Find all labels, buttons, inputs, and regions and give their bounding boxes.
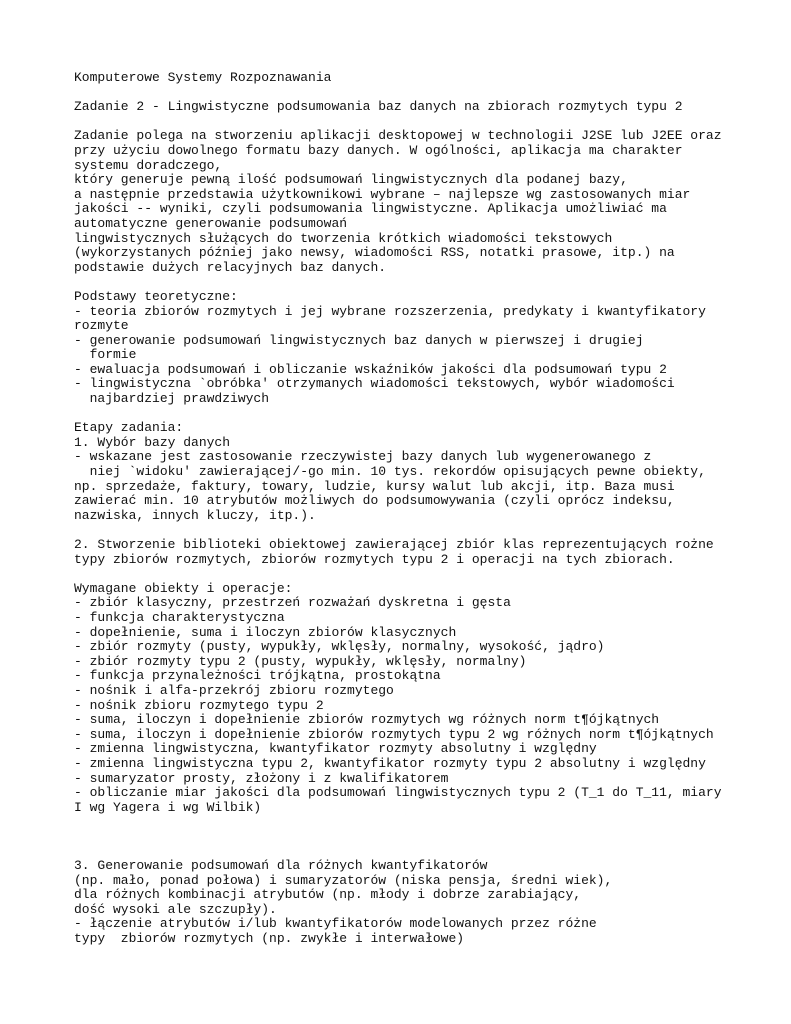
text-line: automatyczne generowanie podsumowań: [74, 215, 348, 231]
text-line: - dopełnienie, suma i iloczyn zbiorów klasycznych: [74, 624, 457, 640]
text-line: - zbiór rozmyty (pusty, wypukły, wklęsły, normalny, wysokość, jądro): [74, 639, 605, 655]
text-line: a następnie przedstawia użytkownikowi wybrane – najlepsze wg zastosowanych miar: [74, 186, 691, 202]
text-line: - łączenie atrybutów i/lub kwantyfikatorów modelowanych przez różne: [74, 916, 597, 932]
text-line: dość wysoki ale szczupły).: [74, 901, 277, 917]
text-line: Podstawy teoretyczne:: [74, 288, 238, 304]
text-line: - wskazane jest zastosowanie rzeczywistej bazy danych lub wygenerowanego z: [74, 449, 652, 465]
blank-line: [74, 815, 774, 830]
text-line: 1. Wybór bazy danych: [74, 434, 231, 450]
blank-line: [74, 523, 774, 538]
text-line: zawierać min. 10 atrybutów możliwych do podsumowywania (czyli oprócz indeksu,: [74, 493, 675, 509]
text-line: - zmienna lingwistyczna, kwantyfikator rozmyty absolutny i względny: [74, 741, 597, 757]
blank-line: [74, 844, 774, 859]
text-line: - ewaluacja podsumowań i obliczanie wskaźników jakości dla podsumowań typu 2: [74, 361, 667, 377]
text-line: - zmienna lingwistyczna typu 2, kwantyfikator rozmyty typu 2 absolutny i względny: [74, 755, 706, 771]
text-line: typy zbiorów rozmytych (np. zwykłe i interwałowe): [74, 931, 465, 947]
text-line: - teoria zbiorów rozmytych i jej wybrane rozszerzenia, predykaty i kwantyfikatory: [74, 303, 706, 319]
text-line: jakości -- wyniki, czyli podsumowania lingwistyczne. Aplikacja umożliwiać ma: [74, 201, 667, 217]
text-line: - zbiór klasyczny, przestrzeń rozważań dyskretna i gęsta: [74, 595, 511, 611]
text-line: Zadanie polega na stworzeniu aplikacji desktopowej w technologii J2SE lub J2EE oraz: [74, 128, 722, 144]
text-line: lingwistycznych służących do tworzenia krótkich wiadomości tekstowych: [74, 230, 613, 246]
text-line: typy zbiorów rozmytych, zbiorów rozmytych typu 2 i operacji na tych zbiorach.: [74, 551, 675, 567]
text-line: 2. Stworzenie biblioteki obiektowej zawierającej zbiór klas reprezentujących rożne: [74, 537, 714, 552]
text-line: najbardziej prawdziwych: [74, 391, 270, 407]
text-line: systemu doradczego,: [74, 157, 223, 173]
text-line: - suma, iloczyn i dopełnienie zbiorów rozmytych wg różnych norm t¶ójkątnych: [74, 712, 660, 728]
text-line: - suma, iloczyn i dopełnienie zbiorów rozmytych typu 2 wg różnych norm t¶ójkątnych: [74, 726, 714, 742]
blank-line: [74, 830, 774, 845]
text-line: podstawie dużych relacyjnych baz danych.: [74, 259, 387, 275]
text-line: (np. mało, ponad połowa) i sumaryzatorów (niska pensja, średni wiek),: [74, 872, 613, 888]
text-line: - nośnik zbioru rozmytego typu 2: [74, 697, 324, 713]
text-line: - lingwistyczna `obróbka' otrzymanych wiadomości tekstowych, wybór wiadomości: [74, 376, 675, 392]
text-line: Etapy zadania:: [74, 420, 184, 436]
text-line: - funkcja przynależności trójkątna, prostokątna: [74, 668, 441, 684]
text-line: I wg Yagera i wg Wilbik): [74, 799, 262, 815]
text-line: - funkcja charakterystyczna: [74, 609, 285, 625]
document-title: Komputerowe Systemy Rozpoznawania: [74, 70, 332, 85]
blank-line: [74, 567, 774, 582]
text-line: - generowanie podsumowań lingwistycznych baz danych w pierwszej i drugiej: [74, 332, 644, 348]
document-page: [74, 71, 774, 947]
blank-line: [74, 115, 774, 130]
text-line: - sumaryzator prosty, złożony i z kwalifikatorem: [74, 770, 449, 786]
blank-line: [74, 407, 774, 422]
text-line: niej `widoku' zawierającej/-go min. 10 tys. rekordów opisujących pewne obiekty,: [74, 464, 706, 480]
text-line: Wymagane obiekty i operacje:: [74, 580, 293, 596]
text-line: 3. Generowanie podsumowań dla różnych kwantyfikatorów: [74, 858, 488, 874]
text-line: - obliczanie miar jakości dla podsumowań lingwistycznych typu 2 (T_1 do T_11, miary: [74, 785, 722, 801]
text-line: (wykorzystanych później jako newsy, wiadomości RSS, notatki prasowe, itp.) na: [74, 245, 675, 261]
text-line: - zbiór rozmyty typu 2 (pusty, wypukły, wklęsły, normalny): [74, 653, 527, 669]
text-line: rozmyte: [74, 318, 129, 334]
text-line: - nośnik i alfa-przekrój zbioru rozmytego: [74, 682, 394, 698]
blank-line: [74, 86, 774, 101]
text-line: który generuje pewną ilość podsumowań lingwistycznych dla podanej bazy,: [74, 172, 628, 188]
text-line: np. sprzedaże, faktury, towary, ludzie, kursy walut lub akcji, itp. Baza musi: [74, 478, 675, 494]
task-title: Zadanie 2 - Lingwistyczne podsumowania baz danych na zbiorach rozmytych typu 2: [74, 99, 683, 115]
text-line: dla różnych kombinacji atrybutów (np. młody i dobrze zarabiający,: [74, 887, 582, 903]
text-line: formie: [74, 347, 137, 363]
text-line: nazwiska, innych kluczy, itp.).: [74, 507, 316, 523]
text-line: przy użyciu dowolnego formatu bazy danych. W ogólności, aplikacja ma charakter: [74, 142, 683, 158]
blank-line: [74, 275, 774, 290]
